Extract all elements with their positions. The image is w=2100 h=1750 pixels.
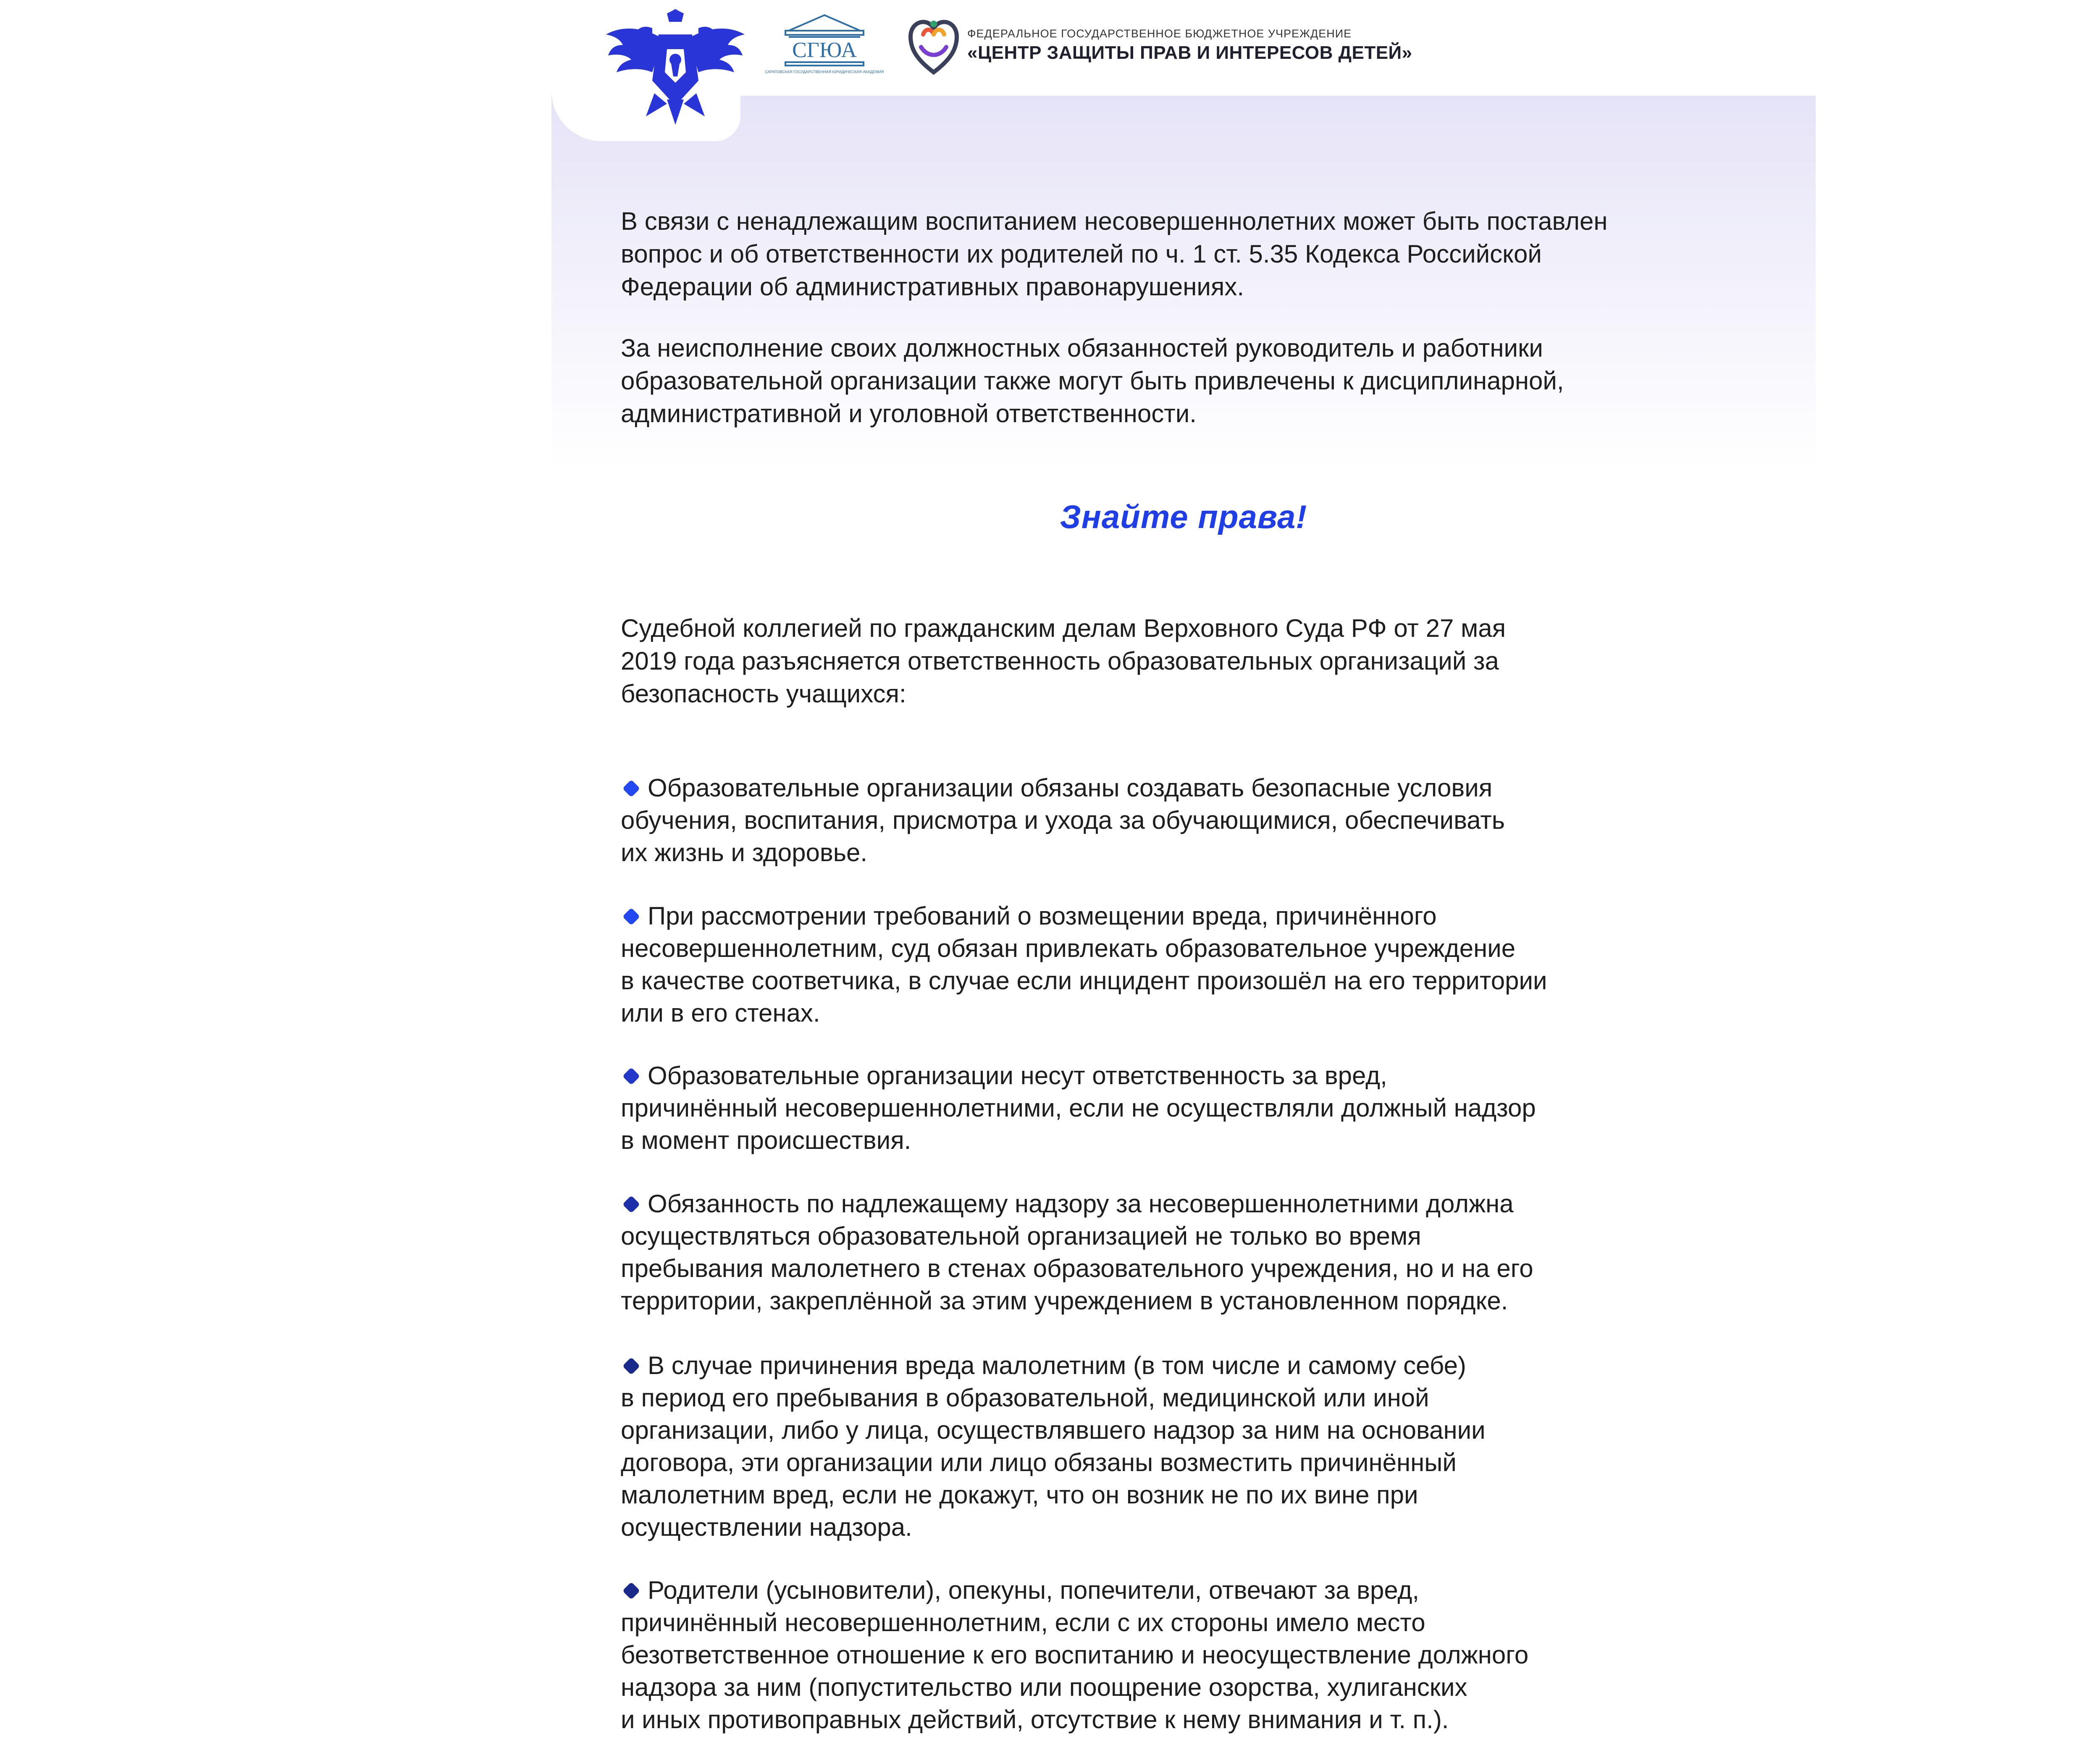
center-caption-small: ФЕДЕРАЛЬНОЕ ГОСУДАРСТВЕННОЕ БЮДЖЕТНОЕ УЧРЕЖДЕНИЕ (967, 27, 1352, 40)
sgua-logo-subtext: САРАТОВСКАЯ ГОСУДАРСТВЕННАЯ ЮРИДИЧЕСКАЯ АКАДЕМИЯ (765, 70, 884, 74)
intro-paragraph-1: В связи с ненадлежащим воспитанием несовершеннолетних может быть поставлен вопрос и об ответственности их родителей по ч. 1 ст. 5.35 Кодекса Российской Федерации об административных правонарушениях. (621, 207, 1608, 301)
list-item (621, 1542, 1763, 1736)
rounded-diamond-icon (621, 1194, 642, 1215)
list-item (621, 867, 1763, 1029)
rounded-diamond-icon (621, 1580, 642, 1601)
list-item-text: Образовательные организации обязаны создавать безопасные условия обучения, воспитания, присмотра и ухода за обучающимися, обеспечивать их жизнь и здоровье. (621, 774, 1505, 867)
list-item (621, 1317, 1763, 1543)
list-item-text: Образовательные организации несут ответственность за вред, причинённый несовершеннолетними, если не осуществляли должный надзор в момент происшествия. (621, 1062, 1536, 1154)
center-caption (967, 26, 1471, 65)
list-item-text: Родители (усыновители), опекуны, попечители, отвечают за вред, причинённый несовершеннолетним, если с их стороны имело место безответственное отношение к его воспитанию и неосуществление должного надзора за ним (попустительство или поощрение озорства, хулиганских и иных противоправных действий, отсутствие к нему внимания и т. п.). (621, 1576, 1529, 1734)
sgua-logo-text: СГЮА (792, 38, 857, 62)
list-item (621, 1155, 1763, 1317)
list-item (621, 1027, 1763, 1156)
section-heading: Знайте права! (1060, 498, 1307, 535)
double-headed-eagle-icon (604, 9, 747, 127)
building-icon (765, 12, 884, 85)
lead-paragraph: Судебной коллегией по гражданским делам Верховного Суда РФ от 27 мая 2019 года разъясняется ответственность образовательных организаций за безопасность учащихся: (621, 614, 1506, 708)
list-item (621, 739, 1763, 869)
list-item-text: При рассмотрении требований о возмещении вреда, причинённого несовершеннолетним, суд обязан привлекать образовательное учреждение в качестве соответчика, в случае если инцидент произошёл на его территории или в его стенах. (621, 902, 1547, 1027)
center-caption-title: «ЦЕНТР ЗАЩИТЫ ПРАВ И ИНТЕРЕСОВ ДЕТЕЙ» (967, 42, 1412, 63)
list-item-text: В случае причинения вреда малолетним (в том числе и самому себе) в период его пребывания в образовательной, медицинской или иной организации, либо у лица, осуществлявшего надзор за ним на основании договора, эти организации или лицо обязаны возместить причинённый малолетним вред, если не докажут, что он возник не по их вине при осуществлении надзора. (621, 1351, 1486, 1541)
heart-shield-icon (908, 18, 959, 74)
rounded-diamond-icon (621, 906, 642, 927)
list-item-text: Обязанность по надлежащему надзору за несовершеннолетними должна осуществляться образовательной организацией не только во время пребывания малолетнего в стенах образовательного учреждения, но и на его территории, закреплённой за этим учреждением в установленном порядке. (621, 1190, 1533, 1315)
document-page (551, 0, 1816, 1750)
intro-paragraph-2: За неисполнение своих должностных обязанностей руководитель и работники образовательной организации также могут быть привлечены к дисциплинарной, административной и уголовной ответственности. (621, 334, 1564, 428)
rounded-diamond-icon (621, 1356, 642, 1377)
rounded-diamond-icon (621, 1066, 642, 1087)
rounded-diamond-icon (621, 778, 642, 799)
